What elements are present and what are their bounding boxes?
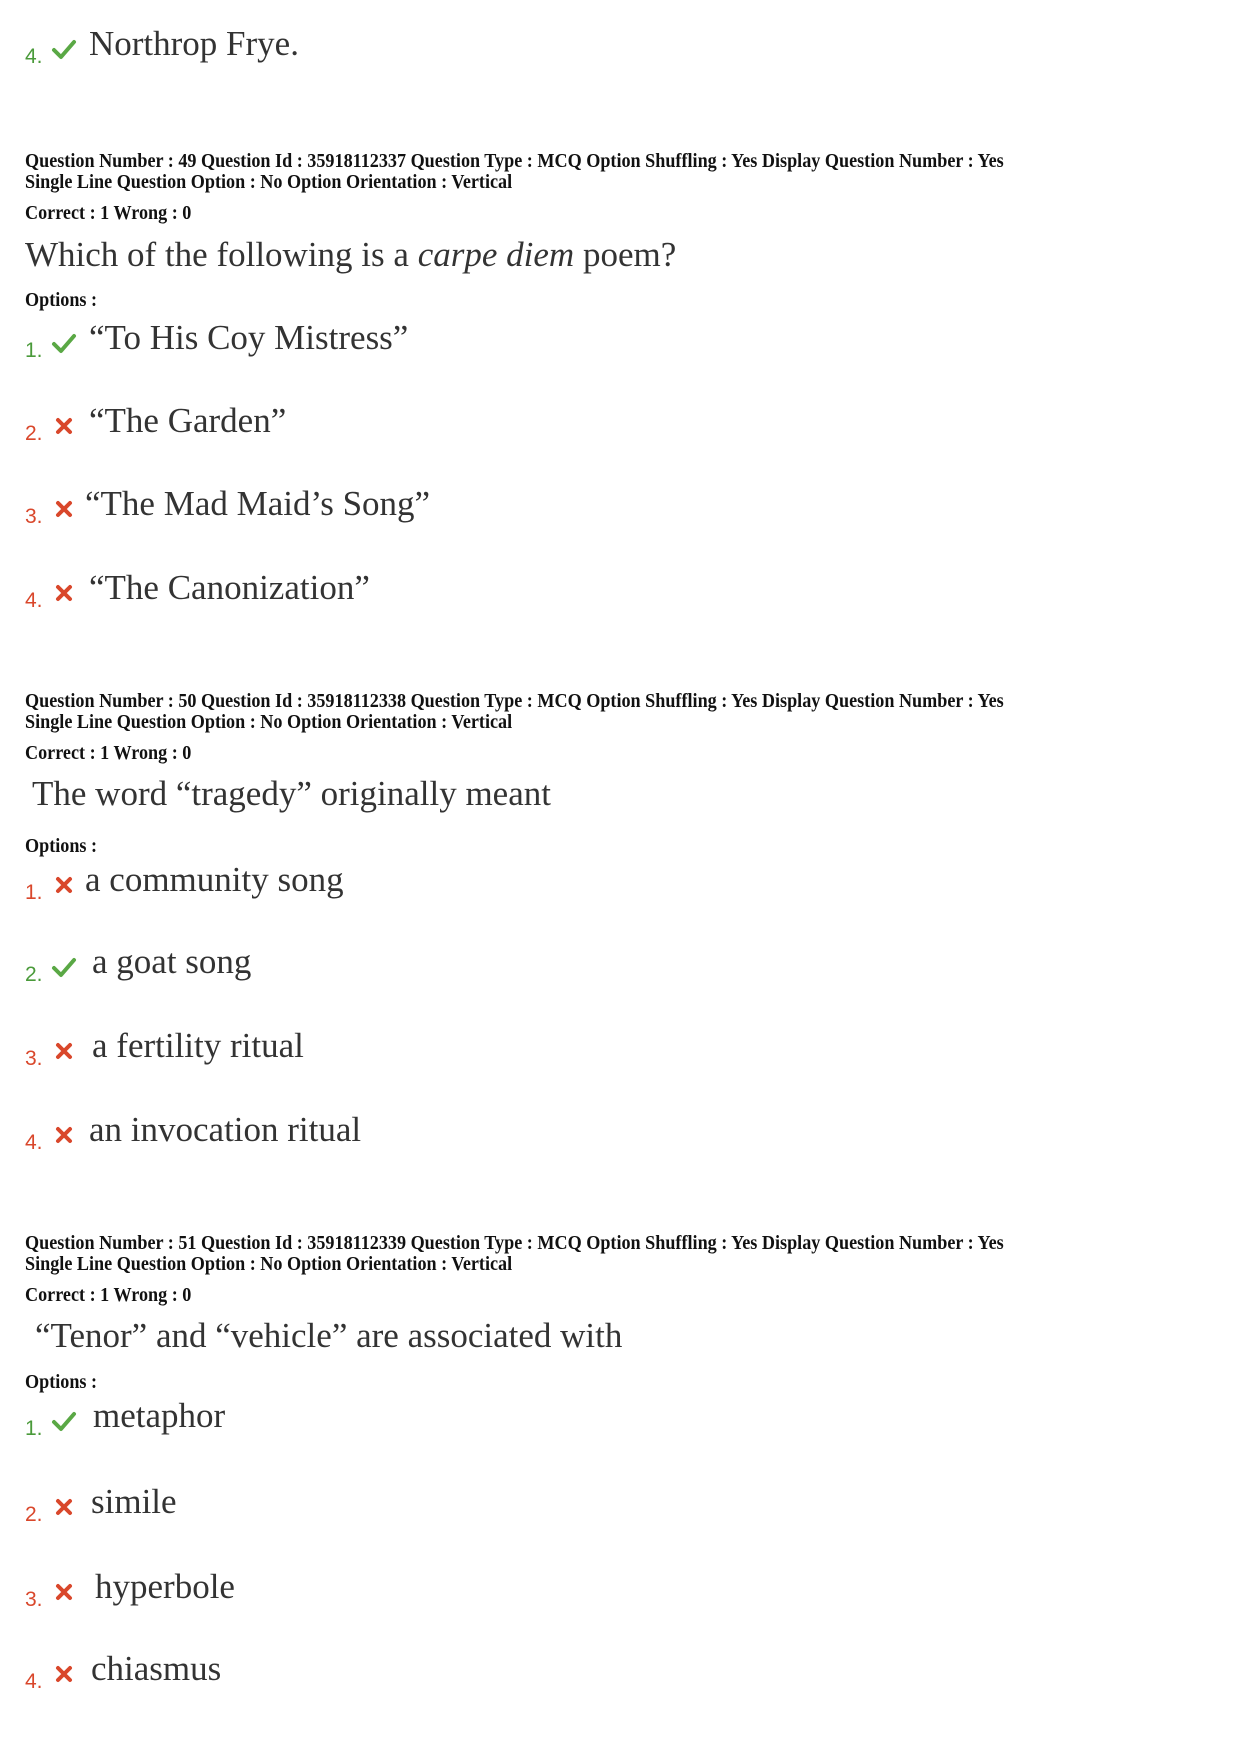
option-number: 2.: [25, 963, 43, 986]
check-icon: [51, 330, 77, 356]
options-label: Options :: [25, 1372, 98, 1393]
cross-icon: [51, 1661, 77, 1687]
option-text: a goat song: [92, 942, 252, 981]
question-meta: Question Number : 50 Question Id : 35918112338 Question Type : MCQ Option Shuffling : Yes Display Question Number : Yes: [25, 691, 1004, 712]
option-number: 1.: [25, 1417, 43, 1440]
cross-icon: [51, 1122, 77, 1148]
option-text: Northrop Frye.: [89, 24, 299, 63]
question-score: Correct : 1 Wrong : 0: [25, 203, 192, 224]
check-icon: [51, 1408, 77, 1434]
question-meta-line2: Single Line Question Option : No Option Orientation : Vertical: [25, 712, 513, 733]
option-text: “The Garden”: [89, 401, 287, 440]
option-text: “The Mad Maid’s Song”: [85, 484, 431, 523]
option-number: 2.: [25, 1503, 43, 1526]
option-number: 4.: [25, 45, 43, 68]
options-label: Options :: [25, 836, 98, 857]
question-score: Correct : 1 Wrong : 0: [25, 1285, 192, 1306]
cross-icon: [51, 1579, 77, 1605]
cross-icon: [51, 1038, 77, 1064]
question-text: “Tenor” and “vehicle” are associated with: [35, 1316, 623, 1355]
cross-icon: [51, 872, 77, 898]
option-number: 3.: [25, 1047, 43, 1070]
cross-icon: [51, 413, 77, 439]
option-number: 4.: [25, 1670, 43, 1693]
option-number: 4.: [25, 1131, 43, 1154]
option-text: “To His Coy Mistress”: [89, 318, 409, 357]
question-text: The word “tragedy” originally meant: [32, 774, 551, 813]
option-number: 3.: [25, 1588, 43, 1611]
cross-icon: [51, 496, 77, 522]
option-text: metaphor: [93, 1396, 226, 1435]
option-number: 1.: [25, 339, 43, 362]
question-meta: Question Number : 49 Question Id : 35918112337 Question Type : MCQ Option Shuffling : Yes Display Question Number : Yes: [25, 151, 1004, 172]
option-number: 1.: [25, 881, 43, 904]
question-score: Correct : 1 Wrong : 0: [25, 743, 192, 764]
check-icon: [51, 36, 77, 62]
question-text: Which of the following is a carpe diem poem?: [25, 235, 677, 274]
option-text: “The Canonization”: [89, 568, 370, 607]
cross-icon: [51, 1494, 77, 1520]
cross-icon: [51, 580, 77, 606]
option-text: a fertility ritual: [92, 1026, 304, 1065]
question-meta: Question Number : 51 Question Id : 35918112339 Question Type : MCQ Option Shuffling : Yes Display Question Number : Yes: [25, 1233, 1004, 1254]
option-number: 4.: [25, 589, 43, 612]
option-text: simile: [91, 1482, 177, 1521]
option-number: 3.: [25, 505, 43, 528]
option-text: hyperbole: [95, 1567, 235, 1606]
option-text: a community song: [85, 860, 344, 899]
check-icon: [51, 954, 77, 980]
question-meta-line2: Single Line Question Option : No Option Orientation : Vertical: [25, 1254, 513, 1275]
options-label: Options :: [25, 290, 98, 311]
option-number: 2.: [25, 422, 43, 445]
option-text: chiasmus: [91, 1649, 222, 1688]
question-meta-line2: Single Line Question Option : No Option Orientation : Vertical: [25, 172, 513, 193]
option-text: an invocation ritual: [89, 1110, 362, 1149]
